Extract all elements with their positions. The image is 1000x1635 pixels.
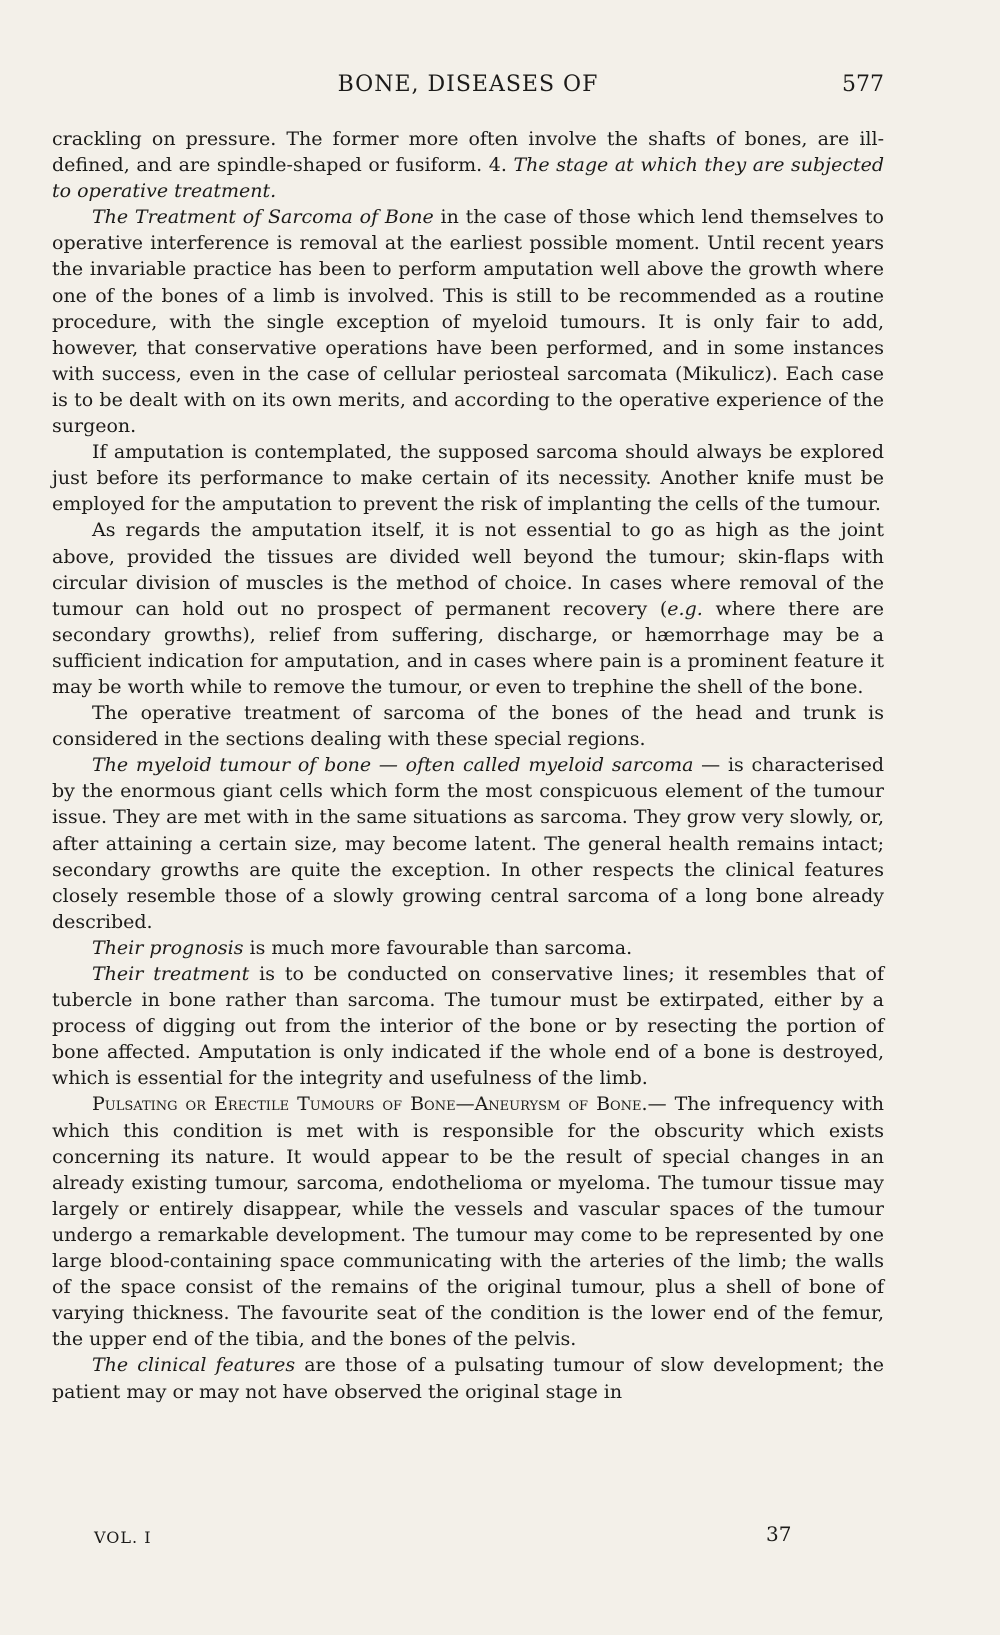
running-head bbox=[52, 72, 884, 108]
paragraph bbox=[52, 935, 884, 961]
italic-run: The stage at which they are subjected to operative treatment. bbox=[52, 154, 884, 203]
running-title: BONE, DISEASES OF bbox=[337, 72, 599, 97]
paragraph bbox=[52, 700, 884, 752]
body-text bbox=[52, 126, 884, 1405]
page-number: 577 bbox=[842, 72, 884, 97]
text-run: The operative treatment of sarcoma of the bones of the head and trunk is considered in the sections dealing with these special regions. bbox=[52, 702, 884, 751]
text-run: in the case of those which lend themselves to operative interference is removal at the earliest possible moment. Until recent years the invariable practice has been to perform amputation well above the growth where one of the bones of a limb is involved. This is still to be recommended as a routine procedure, with the single exception of myeloid tumours. It is only fair to add, however, that conservative operations have been performed, and in some instances with success, even in the case of cellular periosteal sarcomata (Mikulicz). Each case is to be dealt with on its own merits, and according to the operative experience of the surgeon. bbox=[52, 206, 884, 438]
paragraph bbox=[52, 961, 884, 1091]
page-footer bbox=[52, 1522, 884, 1558]
text-run: — is characterised by the enormous giant cells which form the most conspicuous element of the tumour issue. They are met with in the same situations as sarcoma. They grow very slowly, or, after attaining a certain size, may become latent. The general health remains intact; secondary growths are quite the exception. In other respects the clinical features closely resemble those of a slowly growing central sarcoma of a long bone already described. bbox=[52, 754, 884, 933]
paragraph bbox=[52, 517, 884, 700]
text-run: where there are secondary growths), relief from suffering, discharge, or hæmorrhage may be a sufficient indication for amputation, and in cases where pain is a prominent feature it may be worth while to remove the tumour, or even to trephine the shell of the bone. bbox=[52, 597, 884, 698]
text-run: are those of a pulsating tumour of slow development; the patient may or may not have observed the original stage in bbox=[52, 1354, 884, 1403]
italic-run: Their treatment bbox=[92, 963, 250, 985]
text-run: is to be conducted on conservative lines; it resembles that of tubercle in bone rather than sarcoma. The tumour must be extirpated, either by a process of digging out from the interior of the bone or by resecting the portion of bone affected. Amputation is only indicated if the whole end of a bone is destroyed, which is essential for the integrity and usefulness of the limb. bbox=[52, 963, 884, 1090]
text-run: — The infrequency with which this condition is met with is responsible for the obscurity which exists concerning its nature. It would appear to be the result of special changes in an already existing tumour, sarcoma, endothelioma or myeloma. The tumour tissue may largely or entirely disappear, while the vessels and vascular spaces of the tumour undergo a remarkable development. The tumour may come to be represented by one large blood-containing space communicating with the arteries of the limb; the walls of the space consist of the remains of the original tumour, plus a shell of bone of varying thickness. The favourite seat of the condition is the lower end of the femur, the upper end of the tibia, and the bones of the pelvis. bbox=[52, 1093, 884, 1351]
paragraph bbox=[52, 1352, 884, 1404]
italic-run: e.g. bbox=[667, 597, 703, 620]
text-run: As regards the amputation itself, it is not essential to go as high as the joint above, provided the tissues are divided well beyond the tumour; skin-flaps with circular division of muscles is the method of choice. In cases where removal of the tumour can hold out no prospect of permanent recovery ( bbox=[52, 519, 884, 620]
text-run: is much more favourable than sarcoma. bbox=[243, 936, 633, 959]
paragraph bbox=[52, 439, 884, 517]
italic-run: Their prognosis bbox=[92, 936, 244, 959]
paragraph bbox=[52, 126, 884, 204]
italic-run: The myeloid tumour of bone — often called myeloid sarcoma bbox=[92, 754, 694, 777]
italic-run: The clinical features bbox=[92, 1354, 296, 1377]
small-caps-heading: Pulsating or Erectile Tumours of Bone—Aneurysm of Bone. bbox=[92, 1093, 648, 1116]
text-run: If amputation is contemplated, the supposed sarcoma should always be explored just before its performance to make certain of its necessity. Another knife must be employed for the amputation to prevent the risk of implanting the cells of the tumour. bbox=[52, 441, 884, 516]
paragraph bbox=[52, 204, 884, 439]
signature-mark: 37 bbox=[766, 1522, 792, 1546]
volume-label: VOL. I bbox=[94, 1528, 152, 1547]
paragraph bbox=[52, 752, 884, 935]
paragraph bbox=[52, 1091, 884, 1352]
italic-run: The Treatment of Sarcoma of Bone bbox=[92, 206, 434, 229]
text-run: crackling on pressure. The former more often involve the shafts of bones, are ill-defined, and are spindle-shaped or fusiform. 4. bbox=[52, 128, 884, 177]
